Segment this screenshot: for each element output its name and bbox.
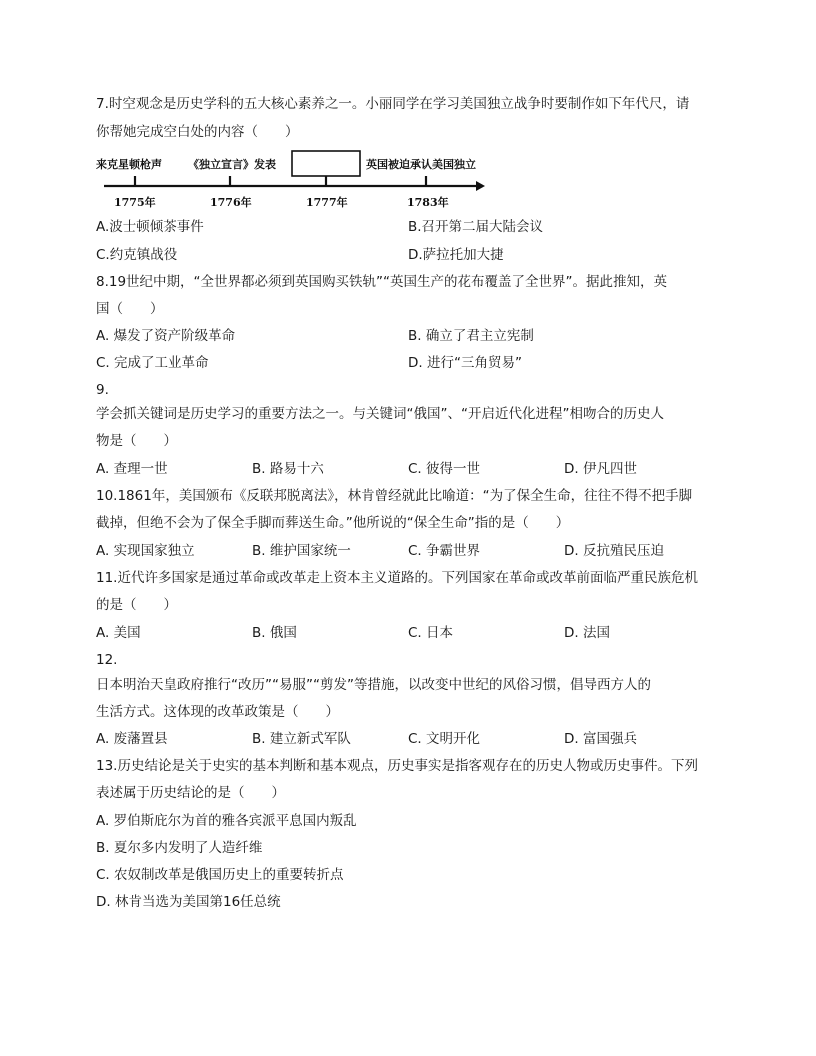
q7-timeline <box>96 146 486 214</box>
timeline-arrow-icon <box>476 181 485 191</box>
q9-stem-line1: 学会抓关键词是历史学习的重要方法之一。与关键词“俄国”、“开启近代化进程”相吻合的历史人 <box>96 406 664 422</box>
q8-stem-line1: 8.19世纪中期，“全世界都必须到英国购买铁轨”“英国生产的花布覆盖了全世界”。据此推知，英 <box>96 274 668 290</box>
q11-option-d[interactable]: D. 法国 <box>564 625 610 641</box>
q13-option-d[interactable]: D. 林肯当选为美国第16任总统 <box>96 894 281 910</box>
q7-option-a[interactable]: A.波士顿倾茶事件 <box>96 219 204 235</box>
q12-number: 12. <box>96 652 118 668</box>
q8-option-c[interactable]: C. 完成了工业革命 <box>96 355 209 371</box>
q13-option-a[interactable]: A. 罗伯斯庇尔为首的雅各宾派平息国内叛乱 <box>96 813 357 829</box>
timeline-event-4: 英国被迫承认美国独立 <box>366 158 476 171</box>
q7-option-b[interactable]: B.召开第二届大陆会议 <box>408 219 544 235</box>
q8-stem-line2: 国（ ） <box>96 301 164 317</box>
timeline-year-2: 1776年 <box>210 196 252 209</box>
q13-option-c[interactable]: C. 农奴制改革是俄国历史上的重要转折点 <box>96 867 344 883</box>
q12-option-d[interactable]: D. 富国强兵 <box>564 731 637 747</box>
q8-option-d[interactable]: D. 进行“三角贸易” <box>408 355 522 371</box>
q10-stem-line2: 截掉，但绝不会为了保全手脚而葬送生命。”他所说的“保全生命”指的是（ ） <box>96 515 570 531</box>
q9-option-a[interactable]: A. 查理一世 <box>96 461 168 477</box>
q12-stem-line2: 生活方式。这体现的改革政策是（ ） <box>96 704 339 720</box>
timeline-event-1: 来克星顿枪声 <box>96 158 162 171</box>
q9-number: 9. <box>96 382 109 398</box>
q10-option-a[interactable]: A. 实现国家独立 <box>96 543 195 559</box>
q12-option-b[interactable]: B. 建立新式军队 <box>252 731 351 747</box>
q10-option-c[interactable]: C. 争霸世界 <box>408 543 481 559</box>
q9-stem-line2: 物是（ ） <box>96 433 177 449</box>
q13-option-b[interactable]: B. 夏尔多内发明了人造纤维 <box>96 840 263 856</box>
q8-option-a[interactable]: A. 爆发了资产阶级革命 <box>96 328 236 344</box>
q11-option-b[interactable]: B. 俄国 <box>252 625 297 641</box>
q7-option-c[interactable]: C.约克镇战役 <box>96 247 178 263</box>
q13-stem-line1: 13.历史结论是关于史实的基本判断和基本观点，历史事实是指客观存在的历史人物或历史事件。下列 <box>96 758 698 774</box>
q11-option-c[interactable]: C. 日本 <box>408 625 454 641</box>
timeline-event-2: 《独立宣言》发表 <box>188 158 276 171</box>
q11-stem-line1: 11.近代许多国家是通过革命或改革走上资本主义道路的。下列国家在革命或改革前面临严重民族危机 <box>96 570 698 586</box>
timeline-year-1: 1775年 <box>114 196 156 209</box>
timeline-year-4: 1783年 <box>407 196 449 209</box>
q11-option-a[interactable]: A. 美国 <box>96 625 141 641</box>
q12-option-c[interactable]: C. 文明开化 <box>408 731 481 747</box>
q13-stem-line2: 表述属于历史结论的是（ ） <box>96 785 285 801</box>
q7-option-d[interactable]: D.萨拉托加大捷 <box>408 247 504 263</box>
q9-option-b[interactable]: B. 路易十六 <box>252 461 324 477</box>
q10-option-b[interactable]: B. 维护国家统一 <box>252 543 351 559</box>
q9-option-c[interactable]: C. 彼得一世 <box>408 461 481 477</box>
timeline-year-3: 1777年 <box>306 196 348 209</box>
q12-option-a[interactable]: A. 废藩置县 <box>96 731 168 747</box>
q11-stem-line2: 的是（ ） <box>96 597 177 613</box>
q7-stem-line1: 7.时空观念是历史学科的五大核心素养之一。小丽同学在学习美国独立战争时要制作如下年代尺，请 <box>96 96 690 112</box>
q7-stem-line2: 你帮她完成空白处的内容（ ） <box>96 124 299 140</box>
q10-stem-line1: 10.1861年，美国颁布《反联邦脱离法》，林肯曾经就此比喻道：“为了保全生命，往往不得不把手脚 <box>96 488 693 504</box>
timeline-blank-box <box>292 151 360 176</box>
q9-option-d[interactable]: D. 伊凡四世 <box>564 461 637 477</box>
q12-stem-line1: 日本明治天皇政府推行“改历”“易服”“剪发”等措施，以改变中世纪的风俗习惯，倡导西方人的 <box>96 677 651 693</box>
q8-option-b[interactable]: B. 确立了君主立宪制 <box>408 328 534 344</box>
q10-option-d[interactable]: D. 反抗殖民压迫 <box>564 543 664 559</box>
